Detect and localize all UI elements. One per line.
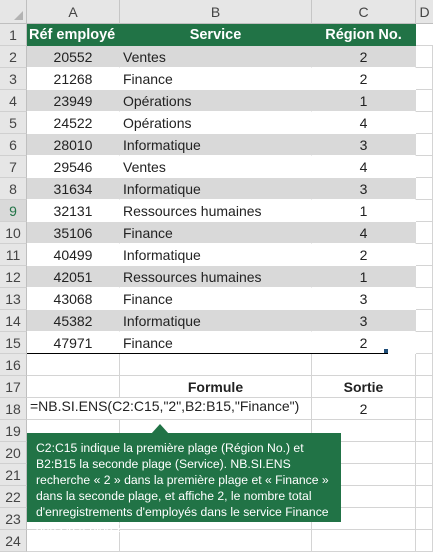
row-header-9[interactable]: 9 [0, 200, 27, 222]
cell-b17[interactable]: Formule [120, 376, 312, 398]
cell-a5[interactable]: 24522 [27, 112, 120, 134]
row-header-2[interactable]: 2 [0, 46, 27, 68]
cell-c5[interactable]: 4 [312, 112, 416, 134]
cell-d6[interactable] [416, 134, 433, 156]
cell-d9[interactable] [416, 200, 433, 222]
row-header-7[interactable]: 7 [0, 156, 27, 178]
cell-b13[interactable]: Finance [120, 288, 312, 310]
row-header-21[interactable]: 21 [0, 464, 27, 486]
cell-c8[interactable]: 3 [312, 178, 416, 200]
cell-d22[interactable] [416, 486, 433, 508]
cell-d10[interactable] [416, 222, 433, 244]
row-header-3[interactable]: 3 [0, 68, 27, 90]
cell-a9[interactable]: 32131 [27, 200, 120, 222]
row-header-13[interactable]: 13 [0, 288, 27, 310]
cell-b9[interactable]: Ressources humaines [120, 200, 312, 222]
cell-d5[interactable] [416, 112, 433, 134]
cell-a12[interactable]: 42051 [27, 266, 120, 288]
cell-c4[interactable]: 1 [312, 90, 416, 112]
cell-c9[interactable]: 1 [312, 200, 416, 222]
cell-b3[interactable]: Finance [120, 68, 312, 90]
row-header-4[interactable]: 4 [0, 90, 27, 112]
cell-a14[interactable]: 45382 [27, 310, 120, 332]
cell-b10[interactable]: Finance [120, 222, 312, 244]
table-row [27, 90, 433, 112]
cell-d12[interactable] [416, 266, 433, 288]
row-header-20[interactable]: 20 [0, 442, 27, 464]
table-row [27, 46, 433, 68]
table-row [27, 376, 433, 398]
cell-c3[interactable]: 2 [312, 68, 416, 90]
cell-a13[interactable]: 43068 [27, 288, 120, 310]
table-row [27, 244, 433, 266]
cell-c1[interactable]: Région No. [312, 24, 416, 46]
cell-d20[interactable] [416, 442, 433, 464]
table-row [27, 156, 433, 178]
select-all-triangle-icon [14, 11, 23, 20]
row-header-16[interactable]: 16 [0, 354, 27, 376]
column-header-c[interactable]: C [312, 0, 416, 24]
cell-a16[interactable] [27, 354, 120, 376]
table-row [27, 24, 433, 46]
cell-c2[interactable]: 2 [312, 46, 416, 68]
cell-c24[interactable] [312, 530, 416, 552]
table-row [27, 332, 433, 354]
cell-a2[interactable]: 20552 [27, 46, 120, 68]
table-row [27, 266, 433, 288]
table-row [27, 200, 433, 222]
cell-b6[interactable]: Informatique [120, 134, 312, 156]
cell-c18[interactable]: 2 [312, 398, 416, 420]
cell-d13[interactable] [416, 288, 433, 310]
cell-d23[interactable] [416, 508, 433, 530]
cell-c15[interactable]: 2 [312, 332, 416, 354]
cell-c17[interactable]: Sortie [312, 376, 416, 398]
row-header-10[interactable]: 10 [0, 222, 27, 244]
table-row [27, 134, 433, 156]
table-row [27, 288, 433, 310]
row-header-17[interactable]: 17 [0, 376, 27, 398]
cell-d2[interactable] [416, 46, 433, 68]
row-header-1[interactable]: 1 [0, 24, 27, 46]
cell-c14[interactable]: 3 [312, 310, 416, 332]
cell-d7[interactable] [416, 156, 433, 178]
explanation-callout: C2:C15 indique la première plage (Région No.) et B2:B15 la seconde plage (Service). NB.SI.ENS recherche « 2 » dans la première plage et « Finance » dans la seconde plage, et affiche 2, le nombre total d'enregistrements d'employés dans le service Finance dans la région 2. [27, 433, 341, 522]
cell-a1[interactable]: Réf employé [27, 24, 120, 46]
row-header-11[interactable]: 11 [0, 244, 27, 266]
cell-d24[interactable] [416, 530, 433, 552]
select-all-corner[interactable] [0, 0, 27, 24]
formula-cell-a18[interactable]: =NB.SI.ENS(C2:C15,"2",B2:B15,"Finance") [30, 398, 300, 414]
row-header-18[interactable]: 18 [0, 398, 27, 420]
cell-d1[interactable] [416, 24, 433, 46]
row-header-5[interactable]: 5 [0, 112, 27, 134]
cell-c6[interactable]: 3 [312, 134, 416, 156]
table-row [27, 112, 433, 134]
cell-d14[interactable] [416, 310, 433, 332]
table-resize-handle[interactable] [384, 349, 388, 353]
column-header-d[interactable]: D [416, 0, 433, 24]
cell-c12[interactable]: 1 [312, 266, 416, 288]
row-header-15[interactable]: 15 [0, 332, 27, 354]
table-row [27, 222, 433, 244]
cell-b7[interactable]: Ventes [120, 156, 312, 178]
cell-d3[interactable] [416, 68, 433, 90]
cell-c13[interactable]: 3 [312, 288, 416, 310]
row-header-14[interactable]: 14 [0, 310, 27, 332]
cell-d11[interactable] [416, 244, 433, 266]
cell-b12[interactable]: Ressources humaines [120, 266, 312, 288]
cell-a11[interactable]: 40499 [27, 244, 120, 266]
cell-d18[interactable] [416, 398, 433, 420]
cell-d17[interactable] [416, 376, 433, 398]
row-header-24[interactable]: 24 [0, 530, 27, 552]
column-header-b[interactable]: B [120, 0, 312, 24]
cell-b2[interactable]: Ventes [120, 46, 312, 68]
cell-b11[interactable]: Informatique [120, 244, 312, 266]
cell-b24[interactable] [120, 530, 312, 552]
cell-b8[interactable]: Informatique [120, 178, 312, 200]
table-row [27, 354, 433, 376]
cell-d8[interactable] [416, 178, 433, 200]
cell-b4[interactable]: Opérations [120, 90, 312, 112]
cell-d4[interactable] [416, 90, 433, 112]
cell-b5[interactable]: Opérations [120, 112, 312, 134]
row-header-12[interactable]: 12 [0, 266, 27, 288]
row-header-23[interactable]: 23 [0, 508, 27, 530]
row-header-6[interactable]: 6 [0, 134, 27, 156]
cell-b15[interactable]: Finance [120, 332, 312, 354]
cell-d19[interactable] [416, 420, 433, 442]
row-header-22[interactable]: 22 [0, 486, 27, 508]
table-row [27, 178, 433, 200]
cell-a4[interactable]: 23949 [27, 90, 120, 112]
cell-c7[interactable]: 4 [312, 156, 416, 178]
cell-a7[interactable]: 29546 [27, 156, 120, 178]
cell-c10[interactable]: 4 [312, 222, 416, 244]
row-header-8[interactable]: 8 [0, 178, 27, 200]
cell-b1[interactable]: Service [120, 24, 312, 46]
cell-b14[interactable]: Informatique [120, 310, 312, 332]
cell-a17[interactable] [27, 376, 120, 398]
cell-c11[interactable]: 2 [312, 244, 416, 266]
cell-a3[interactable]: 21268 [27, 68, 120, 90]
cell-a10[interactable]: 35106 [27, 222, 120, 244]
column-header-a[interactable]: A [27, 0, 120, 24]
table-row [27, 310, 433, 332]
table-row [27, 68, 433, 90]
cell-a6[interactable]: 28010 [27, 134, 120, 156]
cell-a8[interactable]: 31634 [27, 178, 120, 200]
cell-d15[interactable] [416, 332, 433, 354]
cell-c16[interactable] [312, 354, 416, 376]
cell-d21[interactable] [416, 464, 433, 486]
cell-d16[interactable] [416, 354, 433, 376]
row-header-19[interactable]: 19 [0, 420, 27, 442]
table-bottom-border [27, 353, 388, 354]
cell-b16[interactable] [120, 354, 312, 376]
cell-a15[interactable]: 47971 [27, 332, 120, 354]
